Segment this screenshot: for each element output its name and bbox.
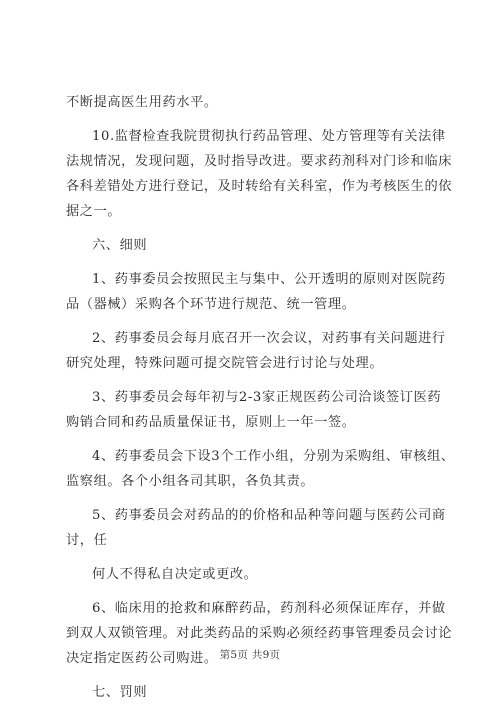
text-line: 5、药事委员会对药品的的价格和品种等问题与医药公司商: [92, 508, 446, 523]
text-line: 六、细则: [92, 238, 148, 253]
page-number-footer: 第5页 共9页: [219, 649, 281, 661]
paragraph-item-4: [66, 444, 455, 494]
text-line: 法规情况，发现问题，及时指导改进。要求药剂科对门诊和临床: [66, 154, 453, 169]
text-line: 3、药事委员会每年初与2-3家正规医药公司洽谈签订医药: [92, 390, 442, 405]
text-line: 决定指定医药公司购进。: [66, 651, 218, 666]
text-line: 购销合同和药品质量保证书，原则上一年一签。: [66, 415, 356, 430]
text-line: 1、药事委员会按照民主与集中、公开透明的原则对医院药: [92, 272, 446, 287]
section-heading-penalties: [66, 680, 438, 705]
paragraph-item-2: [66, 326, 446, 376]
text-line: 品（器械）采购各个环节进行规范、统一管理。: [66, 297, 356, 312]
text-line: 何人不得私自决定或更改。: [92, 567, 258, 582]
text-line: 到双人双锁管理。对此类药品的采购必须经药事管理委员会讨论: [66, 626, 453, 641]
text-line: 研究处理，特殊问题可提交院管会进行讨论与处理。: [66, 356, 384, 371]
text-line: 4、药事委员会下设3个工作小组，分别为采购组、审核组、: [92, 449, 455, 464]
paragraph-item-10: [66, 124, 453, 224]
paragraph-item-5-continued: [66, 562, 438, 587]
paragraph-item-1: [66, 267, 446, 317]
text-line: 监察组。各个小组各司其职，各负其责。: [66, 474, 315, 489]
text-line: 6、临床用的抢救和麻醉药品，药剂科必须保证库存，并做: [92, 601, 446, 616]
text-line: 不断提高医生用药水平。: [66, 95, 218, 110]
paragraph-continuation: [66, 90, 438, 115]
text-line: 七、罚则: [92, 685, 148, 700]
text-line: 10.监督检查我院贯彻执行药品管理、处方管理等有关法律: [92, 129, 446, 144]
text-line: 各科差错处方进行登记，及时转给有关科室，作为考核医生的依: [66, 179, 453, 194]
paragraph-item-3: [66, 385, 442, 435]
text-line: 据之一。: [66, 204, 122, 219]
section-heading-rules: [66, 233, 438, 258]
document-body: [66, 90, 455, 705]
text-line: 讨，任: [66, 533, 108, 548]
paragraph-item-5: [66, 503, 446, 553]
text-line: 2、药事委员会每月底召开一次会议，对药事有关问题进行: [92, 331, 446, 346]
